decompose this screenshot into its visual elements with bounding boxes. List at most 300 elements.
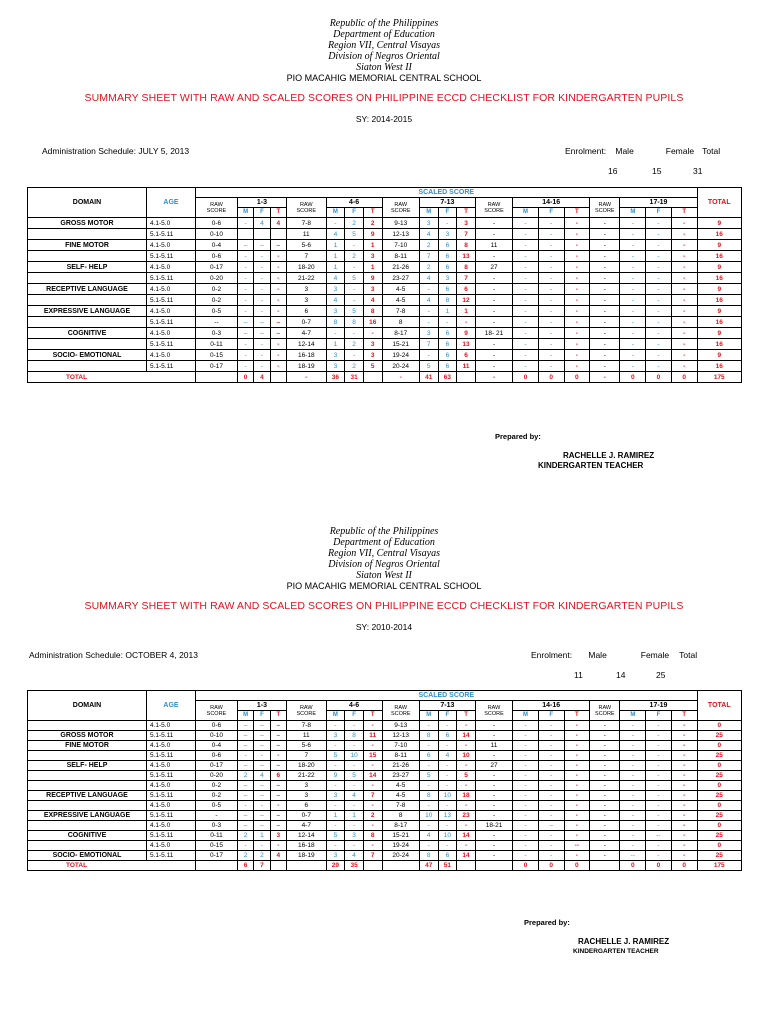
m-cell: -	[620, 240, 646, 251]
m-cell: -	[620, 350, 646, 361]
raw-score-cell: 27	[475, 761, 512, 771]
f-cell: -	[646, 339, 672, 350]
t-cell: -	[363, 328, 382, 339]
total-cell	[195, 372, 237, 383]
f-cell: -	[438, 218, 457, 229]
t-cell: 12	[457, 295, 476, 306]
t-cell: –	[270, 791, 286, 801]
table-row	[28, 831, 742, 841]
t-cell: 3	[363, 251, 382, 262]
raw-score-header	[286, 198, 326, 218]
t-cell: 7	[457, 229, 476, 240]
t-cell: -	[270, 339, 286, 350]
row-total-cell: 16	[697, 251, 741, 262]
m-cell: -	[513, 841, 539, 851]
t-cell: -	[671, 811, 697, 821]
m-cell: -	[419, 801, 438, 811]
raw-score-cell: 11	[475, 240, 512, 251]
age-cell: 4.1-5.0	[146, 350, 195, 361]
f-cell: 6	[438, 731, 457, 741]
t-cell: 10	[457, 751, 476, 761]
t-cell: -	[671, 791, 697, 801]
female-label: Female	[640, 650, 670, 660]
age-cell: 5.1-5.11	[146, 361, 195, 372]
m-cell: 3	[326, 851, 345, 861]
f-cell: -	[646, 801, 672, 811]
m-cell: -	[419, 350, 438, 361]
m-cell: -	[513, 801, 539, 811]
domain-cell	[28, 251, 147, 262]
f-cell: 10	[345, 751, 364, 761]
t-cell: –	[270, 721, 286, 731]
t-cell: -	[270, 251, 286, 262]
total-cell: 36	[326, 372, 345, 383]
m-subheader: M	[237, 208, 253, 218]
t-cell: 13	[457, 339, 476, 350]
m-cell: 4	[419, 229, 438, 240]
f-cell: –	[254, 721, 270, 731]
total-count: 31	[693, 166, 703, 176]
f-cell: 10	[438, 831, 457, 841]
raw-score-cell: -	[590, 328, 620, 339]
age-cell: 4.1-5.0	[146, 262, 195, 273]
f-cell: -	[538, 361, 564, 372]
t-cell: -	[363, 741, 382, 751]
totals-row	[28, 372, 742, 383]
row-total-cell: 9	[697, 328, 741, 339]
f-cell: -	[538, 761, 564, 771]
t-cell: -	[564, 741, 590, 751]
t-cell: 4	[270, 218, 286, 229]
t-cell: -	[270, 262, 286, 273]
m-cell: -	[513, 317, 539, 328]
m-cell: -	[620, 821, 646, 831]
raw-score-cell: 11	[475, 741, 512, 751]
f-cell: 8	[345, 731, 364, 741]
m-cell: -	[513, 771, 539, 781]
raw-score-cell: 3	[286, 284, 326, 295]
row-total-cell: 25	[697, 811, 741, 821]
row-total-cell: 25	[697, 851, 741, 861]
raw-score-cell: 0-15	[195, 841, 237, 851]
domain-cell	[28, 339, 147, 350]
age-group-header: 4-6	[326, 701, 382, 711]
table-row	[28, 229, 742, 240]
row-total-cell: 9	[697, 218, 741, 229]
f-cell: -	[646, 262, 672, 273]
raw-score-cell: -	[475, 218, 512, 229]
m-cell: 2	[237, 831, 253, 841]
raw-score-cell: -	[475, 361, 512, 372]
f-cell: -	[254, 841, 270, 851]
raw-score-cell: -	[590, 284, 620, 295]
m-cell: -	[513, 328, 539, 339]
f-cell: 8	[345, 317, 364, 328]
f-cell: -	[646, 229, 672, 240]
row-total-cell: 0	[697, 761, 741, 771]
t-cell: -	[270, 751, 286, 761]
m-cell: -	[513, 791, 539, 801]
t-subheader: T	[270, 208, 286, 218]
raw-score-cell: 18- 21	[475, 328, 512, 339]
total-cell: 0	[671, 372, 697, 383]
age-cell: 4.1-5.0	[146, 721, 195, 731]
raw-score-header	[590, 198, 620, 218]
m-cell: 4	[326, 273, 345, 284]
raw-score-cell: 5-6	[286, 240, 326, 251]
m-cell: -	[620, 361, 646, 372]
m-cell: -	[326, 801, 345, 811]
f-cell: 4	[254, 771, 270, 781]
raw-label: RAW	[210, 201, 223, 208]
f-cell: 4	[254, 218, 270, 229]
raw-score-cell: 21-26	[382, 262, 419, 273]
m-cell: –	[237, 731, 253, 741]
raw-score-cell: -	[590, 751, 620, 761]
f-cell: -	[254, 306, 270, 317]
total-label: Total	[702, 146, 721, 156]
age-cell: 4.1-5.0	[146, 841, 195, 851]
raw-score-cell: 15-21	[382, 831, 419, 841]
total-label: TOTAL	[28, 861, 196, 871]
m-subheader: M	[419, 208, 438, 218]
m-cell: -	[620, 751, 646, 761]
total-cell: 0	[620, 372, 646, 383]
raw-score-cell: 0-2	[195, 295, 237, 306]
m-cell: -	[326, 781, 345, 791]
t-cell: 14	[363, 771, 382, 781]
sheet-title: SUMMARY SHEET WITH RAW AND SCALED SCORES ON PHILIPPINE ECCD CHECKLIST FOR KINDERGARTEN PUPILS	[84, 600, 684, 612]
f-cell: -	[254, 361, 270, 372]
row-total-cell: 9	[697, 240, 741, 251]
m-cell: 4	[419, 831, 438, 841]
teacher-name: RACHELLE J. RAMIREZ	[563, 451, 655, 460]
school-year: SY: 2010-2014	[355, 622, 413, 632]
m-cell: 1	[326, 240, 345, 251]
table-row	[28, 801, 742, 811]
t-cell: -	[671, 339, 697, 350]
raw-score-cell: -	[475, 851, 512, 861]
t-cell: -	[671, 284, 697, 295]
raw-score-header	[195, 701, 237, 721]
raw-score-cell: 0-7	[286, 317, 326, 328]
t-cell: 3	[457, 218, 476, 229]
total-cell: 35	[345, 861, 364, 871]
f-cell: --	[646, 831, 672, 841]
raw-score-cell: 4-5	[382, 781, 419, 791]
f-cell: -	[438, 741, 457, 751]
raw-label: RAW	[598, 704, 612, 711]
raw-score-cell: 0-6	[195, 751, 237, 761]
f-cell: -	[438, 771, 457, 781]
total-cell: 4	[254, 372, 270, 383]
m-cell: -	[237, 284, 253, 295]
total-cell: 0	[671, 861, 697, 871]
table-row	[28, 284, 742, 295]
t-cell: -	[457, 741, 476, 751]
f-cell: -	[254, 751, 270, 761]
m-cell: -	[237, 801, 253, 811]
t-cell: -	[564, 339, 590, 350]
f-cell: -	[646, 811, 672, 821]
raw-score-cell: 16-18	[286, 350, 326, 361]
t-cell: 11	[363, 731, 382, 741]
f-cell: 6	[438, 350, 457, 361]
t-cell: -	[564, 801, 590, 811]
m-cell: -	[513, 339, 539, 350]
m-cell: –	[237, 811, 253, 821]
total-cell: 0	[538, 861, 564, 871]
f-cell: -	[254, 295, 270, 306]
total-cell	[363, 861, 382, 871]
raw-score-cell: 19-24	[382, 350, 419, 361]
t-cell: -	[564, 317, 590, 328]
m-cell: -	[620, 328, 646, 339]
f-cell: -	[646, 273, 672, 284]
domain-cell	[28, 801, 147, 811]
t-cell: 14	[457, 731, 476, 741]
m-subheader: M	[419, 711, 438, 721]
f-cell: -	[345, 262, 364, 273]
female-label: Female	[665, 146, 695, 156]
table-row	[28, 741, 742, 751]
female-count: 15	[652, 166, 662, 176]
score-label: SCORE	[484, 207, 504, 214]
m-cell: -	[620, 721, 646, 731]
m-cell: -	[620, 218, 646, 229]
t-cell: 7	[363, 851, 382, 861]
f-cell: -	[538, 831, 564, 841]
m-cell: -	[620, 295, 646, 306]
m-cell: 1	[326, 339, 345, 350]
age-cell: 5.1-5.11	[146, 831, 195, 841]
raw-score-cell: -	[195, 811, 237, 821]
school-name: PIO MACAHIG MEMORIAL CENTRAL SCHOOL	[286, 581, 482, 591]
t-cell: 15	[363, 751, 382, 761]
t-cell: 9	[457, 328, 476, 339]
m-cell: -	[513, 831, 539, 841]
domain-header: DOMAIN	[28, 691, 147, 721]
score-label: SCORE	[390, 710, 411, 717]
raw-score-header	[195, 198, 237, 218]
f-cell: 3	[438, 273, 457, 284]
m-subheader: M	[620, 711, 646, 721]
m-cell: -	[620, 229, 646, 240]
m-cell: -	[513, 721, 539, 731]
table-row	[28, 306, 742, 317]
teacher-name: RACHELLE J. RAMIREZ	[578, 937, 670, 946]
m-cell: -	[513, 284, 539, 295]
t-cell: -	[671, 781, 697, 791]
t-cell: -	[363, 841, 382, 851]
m-cell: 5	[326, 751, 345, 761]
t-cell: -	[457, 801, 476, 811]
t-subheader: T	[564, 711, 590, 721]
f-cell: -	[538, 328, 564, 339]
t-cell: -	[270, 284, 286, 295]
domain-cell: EXPRESSIVE LANGUAGE	[28, 306, 147, 317]
m-cell: -	[513, 851, 539, 861]
t-cell: -	[564, 831, 590, 841]
row-total-cell: 0	[697, 741, 741, 751]
m-cell: –	[237, 721, 253, 731]
t-cell: -	[457, 761, 476, 771]
female-count: 14	[616, 670, 626, 680]
f-cell: -	[646, 328, 672, 339]
t-cell: –	[270, 240, 286, 251]
raw-score-cell: 21-22	[286, 771, 326, 781]
raw-score-cell: 6	[286, 306, 326, 317]
raw-score-cell: 0-11	[195, 339, 237, 350]
t-cell: 3	[363, 284, 382, 295]
t-cell: -	[671, 306, 697, 317]
agency-line: Department of Education	[333, 29, 435, 40]
t-cell: 9	[363, 229, 382, 240]
age-group-header: 14-16	[513, 701, 590, 711]
total-cell: 175	[697, 372, 741, 383]
f-cell: -	[538, 731, 564, 741]
t-cell: -	[671, 821, 697, 831]
f-cell: -	[646, 781, 672, 791]
total-cell: 0	[620, 861, 646, 871]
m-cell: –	[237, 328, 253, 339]
t-subheader: T	[363, 208, 382, 218]
t-cell: 7	[363, 791, 382, 801]
f-cell: -	[646, 851, 672, 861]
table-row	[28, 751, 742, 761]
f-cell: -	[254, 339, 270, 350]
score-label: SCORE	[595, 207, 615, 214]
m-cell: -	[620, 771, 646, 781]
m-cell: -	[326, 841, 345, 851]
domain-cell: RECEPTIVE LANGUAGE	[28, 284, 147, 295]
score-label: SCORE	[296, 207, 317, 214]
f-cell: 5	[345, 273, 364, 284]
m-cell: 1	[326, 251, 345, 262]
age-group-header: 1-3	[237, 198, 286, 208]
raw-label: RAW	[598, 201, 612, 208]
t-cell: -	[671, 251, 697, 262]
m-subheader: M	[237, 711, 253, 721]
raw-score-cell: 20-24	[382, 361, 419, 372]
f-subheader: F	[646, 711, 672, 721]
table-row	[28, 731, 742, 741]
m-cell: –	[237, 791, 253, 801]
m-cell: –	[237, 741, 253, 751]
raw-label: RAW	[299, 201, 313, 208]
t-cell: -	[671, 851, 697, 861]
age-cell: 5.1-5.11	[146, 251, 195, 262]
t-cell	[270, 229, 286, 240]
admin-schedule: Administration Schedule: JULY 5, 2013	[42, 146, 190, 156]
raw-score-cell: 27	[475, 262, 512, 273]
m-subheader: M	[620, 208, 646, 218]
m-cell: 3	[326, 361, 345, 372]
age-cell: 4.1-5.0	[146, 741, 195, 751]
raw-score-cell: 21-26	[382, 761, 419, 771]
agency-line: Division of Negros Oriental	[328, 51, 440, 62]
raw-score-cell: 8-17	[382, 821, 419, 831]
t-cell: --	[564, 841, 590, 851]
t-cell: -	[457, 721, 476, 731]
raw-score-cell: -	[475, 841, 512, 851]
m-cell: --	[620, 851, 646, 861]
m-cell: 3	[326, 306, 345, 317]
t-cell: –	[270, 741, 286, 751]
summary-table-2	[27, 690, 742, 871]
m-cell: -	[419, 721, 438, 731]
raw-score-cell: -	[475, 721, 512, 731]
f-cell: -	[646, 821, 672, 831]
age-cell: 4.1-5.0	[146, 781, 195, 791]
t-cell: -	[564, 328, 590, 339]
raw-score-cell: --	[195, 317, 237, 328]
age-cell: 4.1-5.0	[146, 761, 195, 771]
total-cell: 0	[538, 372, 564, 383]
t-subheader: T	[671, 711, 697, 721]
raw-score-cell: 18-20	[286, 262, 326, 273]
total-cell: 31	[345, 372, 364, 383]
raw-score-cell: -	[590, 339, 620, 350]
raw-score-cell: -	[475, 284, 512, 295]
total-cell	[286, 861, 326, 871]
f-cell: -	[345, 741, 364, 751]
total-label: TOTAL	[28, 372, 196, 383]
f-cell: -	[646, 240, 672, 251]
t-cell: -	[564, 240, 590, 251]
m-cell: 3	[326, 284, 345, 295]
total-cell: -	[590, 372, 620, 383]
raw-score-header	[382, 701, 419, 721]
raw-score-cell: 0-6	[195, 218, 237, 229]
t-cell: -	[270, 350, 286, 361]
total-cell: 0	[564, 372, 590, 383]
raw-score-cell: 23-27	[382, 273, 419, 284]
age-cell: 5.1-5.11	[146, 339, 195, 350]
t-cell: -	[564, 761, 590, 771]
m-cell: -	[620, 761, 646, 771]
total-cell	[475, 861, 512, 871]
t-cell: 13	[457, 251, 476, 262]
raw-score-cell: 0-4	[195, 741, 237, 751]
t-cell: 1	[457, 306, 476, 317]
f-cell: 3	[438, 229, 457, 240]
domain-cell: FINE MOTOR	[28, 240, 147, 251]
t-cell: 6	[457, 350, 476, 361]
f-cell: 2	[345, 218, 364, 229]
raw-score-cell: -	[475, 801, 512, 811]
m-cell: -	[620, 306, 646, 317]
row-total-cell: 25	[697, 791, 741, 801]
t-cell: -	[671, 350, 697, 361]
m-cell: -	[513, 821, 539, 831]
domain-cell	[28, 295, 147, 306]
t-cell: 14	[457, 831, 476, 841]
row-total-cell: 25	[697, 751, 741, 761]
m-cell: -	[620, 251, 646, 262]
prepared-by-label: Prepared by:	[495, 432, 541, 441]
f-cell: -	[438, 761, 457, 771]
raw-score-cell: 7	[286, 751, 326, 761]
m-cell: 8	[419, 791, 438, 801]
teacher-role: KINDERGARTEN TEACHER	[538, 461, 644, 470]
raw-score-cell: -	[590, 218, 620, 229]
t-cell: -	[564, 262, 590, 273]
summary-table-1	[27, 187, 742, 383]
f-cell: 6	[438, 328, 457, 339]
raw-score-cell: 0-6	[195, 721, 237, 731]
t-cell: 23	[457, 811, 476, 821]
